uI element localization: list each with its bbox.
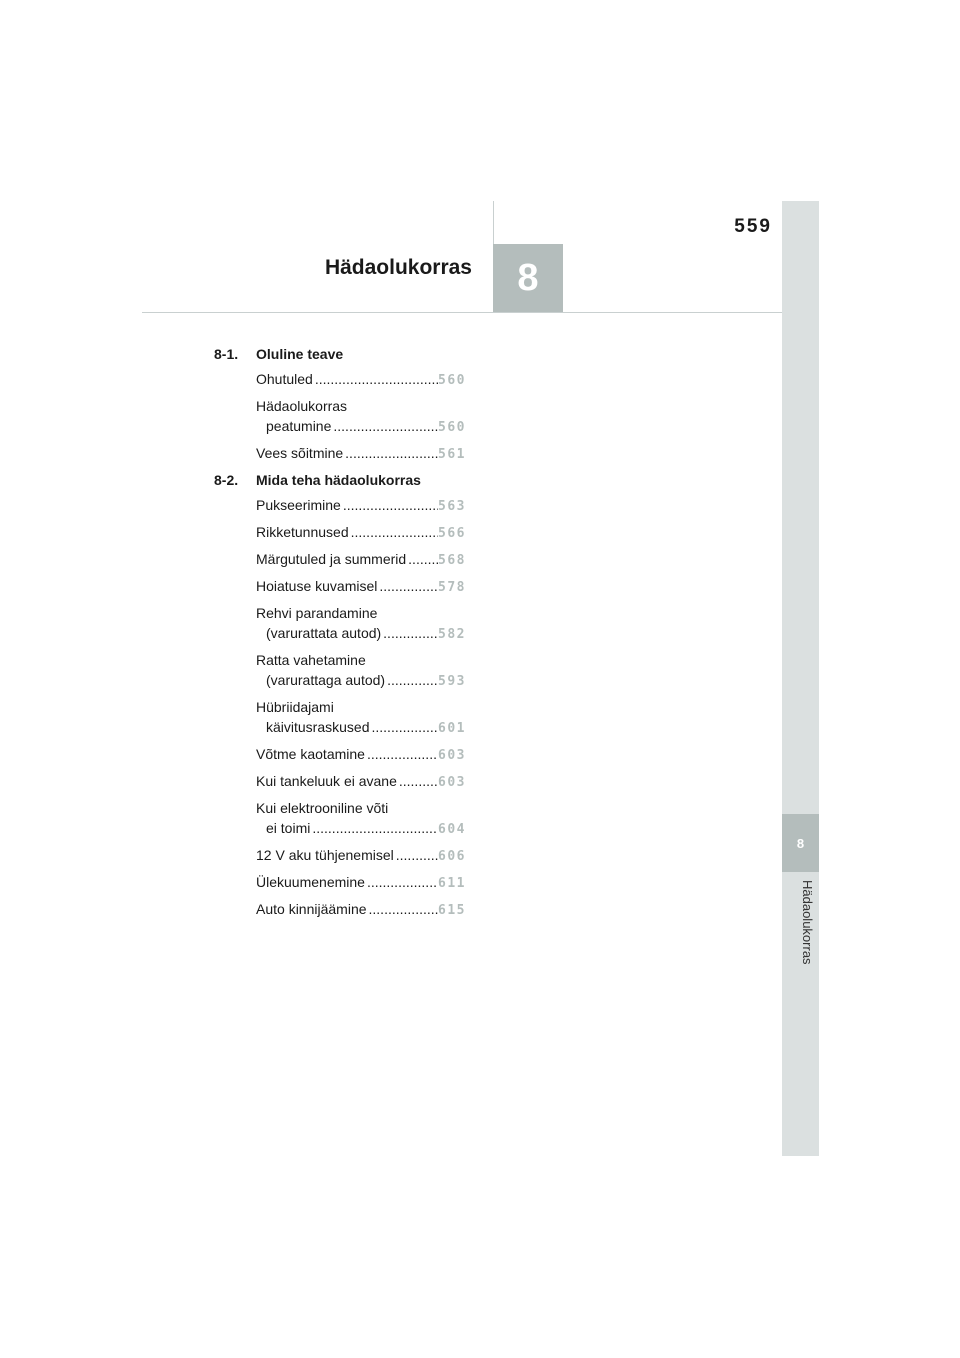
toc-leader-dots [351, 522, 438, 542]
toc-entry-title: Ratta vahetamine [256, 652, 366, 668]
toc-entry[interactable] [256, 495, 474, 517]
toc-entry[interactable] [256, 549, 474, 571]
section-number: 8-1. [214, 346, 239, 362]
toc-leader-dots [367, 872, 438, 892]
header-divider-vertical [493, 201, 494, 245]
toc-page-link[interactable]: 593 [438, 674, 466, 689]
section-title: Mida teha hädaolukorras [256, 472, 421, 488]
toc-page-link[interactable]: 603 [438, 775, 466, 790]
toc-entry-title: Rikketunnused [256, 524, 349, 540]
toc-page-link[interactable]: 563 [438, 499, 466, 514]
toc-entry[interactable] [256, 369, 474, 391]
toc-page-link[interactable]: 578 [438, 580, 466, 595]
toc-entry[interactable] [256, 872, 474, 894]
toc-page-link[interactable]: 568 [438, 553, 466, 568]
toc-entry-title: Ülekuumenemine [256, 874, 365, 890]
toc-leader-dots [333, 416, 438, 436]
toc-entry[interactable] [256, 522, 474, 544]
toc-page-link[interactable]: 606 [438, 849, 466, 864]
toc-entry-title: peatumine [266, 418, 332, 434]
toc-entry-title: (varurattata autod) [266, 625, 382, 641]
toc-entry-title: (varurattaga autod) [266, 672, 386, 688]
toc-entry-title: Hädaolukorras [256, 398, 348, 414]
page-number: 559 [734, 216, 772, 237]
toc-leader-dots [396, 845, 438, 865]
toc-entry-title: Kui tankeluuk ei avane [256, 773, 397, 789]
toc-entry[interactable] [256, 798, 474, 840]
toc-entry-title: Hoiatuse kuvamisel [256, 578, 378, 594]
toc-entry[interactable] [256, 443, 474, 465]
toc-entry-title: Ohutuled [256, 371, 313, 387]
toc-entry[interactable] [256, 576, 474, 598]
toc-page-link[interactable]: 603 [438, 748, 466, 763]
side-tab-strip [782, 201, 819, 1156]
toc-entry-title: Auto kinnijäämine [256, 901, 367, 917]
toc-leader-dots [372, 717, 439, 737]
toc-entry-title: Kui elektrooniline võti [256, 800, 389, 816]
toc-entry-title: Pukseerimine [256, 497, 341, 513]
toc-leader-dots [345, 443, 438, 463]
toc-entry-title: Rehvi parandamine [256, 605, 378, 621]
toc-section-heading[interactable] [214, 470, 474, 490]
toc-entry[interactable] [256, 650, 474, 692]
toc-leader-dots [408, 549, 438, 569]
toc-entry[interactable] [256, 771, 474, 793]
side-tab-label[interactable]: Hädaolukorras [800, 880, 815, 965]
toc-entry[interactable] [256, 603, 474, 645]
toc-entry[interactable] [256, 697, 474, 739]
toc-leader-dots [379, 576, 438, 596]
toc-page-link[interactable]: 615 [438, 903, 466, 918]
toc-entry-title: ei toimi [266, 820, 311, 836]
side-tab-number[interactable]: 8 [782, 814, 819, 872]
toc-leader-dots [369, 899, 439, 919]
toc-entry-title: Vees sõitmine [256, 445, 344, 461]
toc-page-link[interactable]: 560 [438, 373, 466, 388]
toc-leader-dots [315, 369, 438, 389]
toc-page-link[interactable]: 601 [438, 721, 466, 736]
toc-entry-title: Märgutuled ja summerid [256, 551, 407, 567]
toc-page-link[interactable]: 566 [438, 526, 466, 541]
toc-leader-dots [343, 495, 438, 515]
toc-page-link[interactable]: 611 [438, 876, 466, 891]
chapter-number-box: 8 [493, 244, 563, 313]
toc-page-link[interactable]: 582 [438, 627, 466, 642]
toc-page-link[interactable]: 560 [438, 420, 466, 435]
toc-entry[interactable] [256, 744, 474, 766]
toc-section-heading[interactable] [214, 344, 474, 364]
toc-entry-title: Võtme kaotamine [256, 746, 365, 762]
toc-entry-title: käivitusraskused [266, 719, 370, 735]
header-divider [142, 312, 782, 313]
section-number: 8-2. [214, 472, 239, 488]
section-title: Oluline teave [256, 346, 344, 362]
toc-entry[interactable] [256, 899, 474, 921]
toc-leader-dots [367, 744, 438, 764]
chapter-title: Hädaolukorras [324, 256, 472, 279]
toc-page-link[interactable]: 604 [438, 822, 466, 837]
table-of-contents [214, 344, 474, 926]
toc-entry-title: 12 V aku tühjenemisel [256, 847, 394, 863]
toc-leader-dots [383, 623, 438, 643]
toc-leader-dots [387, 670, 438, 690]
toc-page-link[interactable]: 561 [438, 447, 466, 462]
toc-leader-dots [312, 818, 438, 838]
toc-leader-dots [399, 771, 438, 791]
toc-entry[interactable] [256, 845, 474, 867]
toc-entry-title: Hübriidajami [256, 699, 334, 715]
toc-entry[interactable] [256, 396, 474, 438]
